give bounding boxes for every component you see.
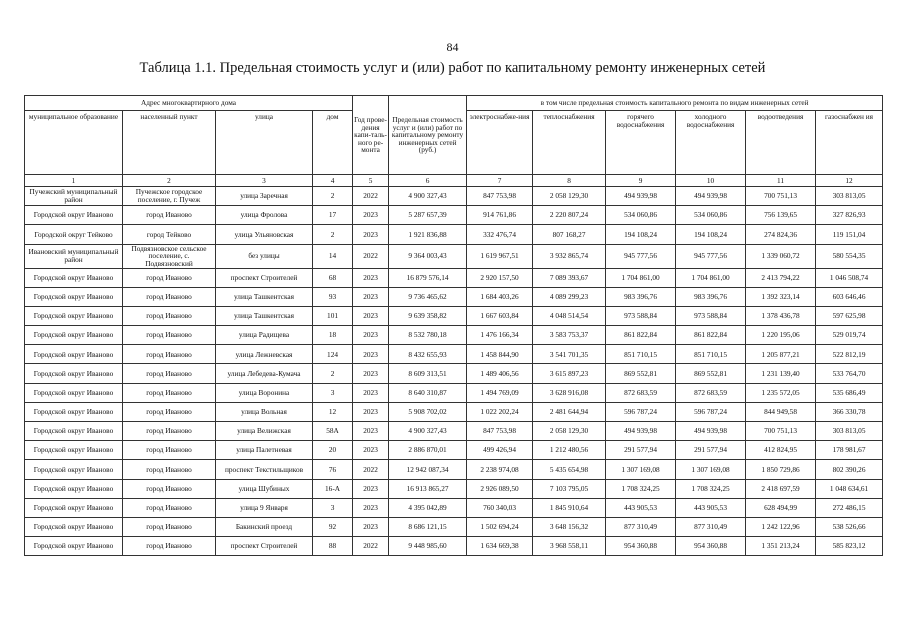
- settlement-cell: город Иваново: [123, 460, 216, 479]
- hot-water-cell: 194 108,24: [606, 225, 676, 244]
- drainage-cell: 1 850 729,86: [746, 460, 816, 479]
- total-cost-cell: 9 448 985,60: [389, 537, 467, 556]
- municipality-cell: Городской округ Иваново: [25, 517, 123, 536]
- heating-cell: 3 648 156,32: [533, 517, 606, 536]
- gas-cell: 597 625,98: [816, 306, 883, 325]
- total-cost-cell: 4 395 042,89: [389, 498, 467, 517]
- house-cell: 3: [313, 383, 353, 402]
- street-cell: улица Вольная: [216, 402, 313, 421]
- total-cost-cell: 8 432 655,93: [389, 345, 467, 364]
- settlement-cell: Пучежское городское поселение, г. Пучеж: [123, 187, 216, 206]
- electric-cell: 1 502 694,24: [467, 517, 533, 536]
- gas-cell: 603 646,46: [816, 287, 883, 306]
- street-cell: без улицы: [216, 244, 313, 268]
- municipality-cell: Городской округ Тейково: [25, 225, 123, 244]
- table-row: [25, 306, 883, 325]
- street-cell: проспект Строителей: [216, 537, 313, 556]
- municipality-cell: Городской округ Иваново: [25, 479, 123, 498]
- house-header: дом: [313, 111, 353, 175]
- gas-cell: 580 554,35: [816, 244, 883, 268]
- column-number: 11: [746, 175, 816, 187]
- by-type-group-header: в том числе предельная стоимость капитального ремонта по видам инженерных сетей: [467, 96, 883, 111]
- settlement-cell: город Иваново: [123, 537, 216, 556]
- electric-cell: 2 238 974,08: [467, 460, 533, 479]
- drainage-cell: 1 392 323,14: [746, 287, 816, 306]
- gas-cell: 533 764,70: [816, 364, 883, 383]
- gas-cell: 178 981,67: [816, 441, 883, 460]
- drainage-cell: 1 205 877,21: [746, 345, 816, 364]
- cold-water-cell: 851 710,15: [676, 345, 746, 364]
- house-cell: 2: [313, 187, 353, 206]
- table-row: [25, 517, 883, 536]
- heating-cell: 807 168,27: [533, 225, 606, 244]
- column-number: 8: [533, 175, 606, 187]
- electric-cell: 1 684 403,26: [467, 287, 533, 306]
- settlement-cell: город Иваново: [123, 326, 216, 345]
- settlement-cell: город Иваново: [123, 345, 216, 364]
- electric-cell: 499 426,94: [467, 441, 533, 460]
- year-cell: 2023: [353, 225, 389, 244]
- column-number: 1: [25, 175, 123, 187]
- cold-water-cell: 869 552,81: [676, 364, 746, 383]
- settlement-cell: город Иваново: [123, 479, 216, 498]
- gas-cell: 327 826,93: [816, 206, 883, 225]
- year-header: Год прове-дения капи-таль-ного ре-монта: [353, 96, 389, 175]
- cold-water-cell: 877 310,49: [676, 517, 746, 536]
- total-cost-cell: 9 736 465,62: [389, 287, 467, 306]
- heating-cell: 1 212 480,56: [533, 441, 606, 460]
- drainage-cell: 274 824,36: [746, 225, 816, 244]
- column-number: 5: [353, 175, 389, 187]
- hot-water-cell: 443 905,53: [606, 498, 676, 517]
- gas-cell: 366 330,78: [816, 402, 883, 421]
- drainage-cell: 412 824,95: [746, 441, 816, 460]
- street-cell: Бакинский проезд: [216, 517, 313, 536]
- year-cell: 2023: [353, 206, 389, 225]
- hot-water-cell: 869 552,81: [606, 364, 676, 383]
- drainage-cell: 1 231 139,40: [746, 364, 816, 383]
- column-number: 4: [313, 175, 353, 187]
- table-row: [25, 345, 883, 364]
- municipality-cell: Городской округ Иваново: [25, 364, 123, 383]
- settlement-header: населенный пункт: [123, 111, 216, 175]
- house-cell: 88: [313, 537, 353, 556]
- gas-cell: 538 526,66: [816, 517, 883, 536]
- year-cell: 2022: [353, 187, 389, 206]
- electric-cell: 1 022 202,24: [467, 402, 533, 421]
- electric-cell: 2 920 157,50: [467, 268, 533, 287]
- table-row: [25, 364, 883, 383]
- street-cell: улица Ульяновская: [216, 225, 313, 244]
- total-cost-cell: 8 532 780,18: [389, 326, 467, 345]
- cold-water-cell: 1 708 324,25: [676, 479, 746, 498]
- heating-cell: 3 583 753,37: [533, 326, 606, 345]
- cold-water-cell: 1 704 861,00: [676, 268, 746, 287]
- heating-cell: 3 615 897,23: [533, 364, 606, 383]
- street-cell: проспект Строителей: [216, 268, 313, 287]
- table-row: [25, 326, 883, 345]
- table-body: [25, 187, 883, 556]
- house-cell: 17: [313, 206, 353, 225]
- year-cell: 2023: [353, 268, 389, 287]
- street-cell: улица Лежневская: [216, 345, 313, 364]
- cold-water-cell: 494 939,98: [676, 422, 746, 441]
- year-cell: 2022: [353, 537, 389, 556]
- heating-cell: 2 220 807,24: [533, 206, 606, 225]
- table-row: [25, 287, 883, 306]
- year-cell: 2022: [353, 460, 389, 479]
- gas-cell: 522 812,19: [816, 345, 883, 364]
- year-cell: 2023: [353, 364, 389, 383]
- street-cell: улица Ташкентская: [216, 306, 313, 325]
- electric-cell: 914 761,86: [467, 206, 533, 225]
- cost-table: [24, 95, 883, 556]
- electric-cell: 1 634 669,38: [467, 537, 533, 556]
- cold-water-cell: 945 777,56: [676, 244, 746, 268]
- cold-water-cell: 973 588,84: [676, 306, 746, 325]
- cold-water-header: холодного водоснабжения: [676, 111, 746, 175]
- municipality-cell: Городской округ Иваново: [25, 402, 123, 421]
- street-cell: проспект Текстильщиков: [216, 460, 313, 479]
- year-cell: 2022: [353, 244, 389, 268]
- total-cost-cell: 16 913 865,27: [389, 479, 467, 498]
- table-row: [25, 206, 883, 225]
- drainage-cell: 1 220 195,06: [746, 326, 816, 345]
- drainage-cell: 1 339 060,72: [746, 244, 816, 268]
- heating-cell: 2 058 129,30: [533, 187, 606, 206]
- year-cell: 2023: [353, 402, 389, 421]
- total-cost-cell: 8 686 121,15: [389, 517, 467, 536]
- house-cell: 76: [313, 460, 353, 479]
- municipality-cell: Городской округ Иваново: [25, 460, 123, 479]
- hot-water-cell: 877 310,49: [606, 517, 676, 536]
- house-cell: 2: [313, 225, 353, 244]
- municipality-cell: Городской округ Иваново: [25, 537, 123, 556]
- street-cell: улица Лебедева-Кумача: [216, 364, 313, 383]
- column-number: 7: [467, 175, 533, 187]
- electric-cell: 1 619 967,51: [467, 244, 533, 268]
- total-cost-cell: 8 640 310,87: [389, 383, 467, 402]
- street-cell: улица Заречная: [216, 187, 313, 206]
- drainage-cell: 1 235 572,05: [746, 383, 816, 402]
- house-cell: 14: [313, 244, 353, 268]
- house-cell: 124: [313, 345, 353, 364]
- year-cell: 2023: [353, 306, 389, 325]
- street-cell: улица Радищева: [216, 326, 313, 345]
- electric-cell: 1 458 844,90: [467, 345, 533, 364]
- house-cell: 93: [313, 287, 353, 306]
- page-number: 84: [446, 40, 459, 54]
- heating-cell: 2 058 129,30: [533, 422, 606, 441]
- settlement-cell: город Иваново: [123, 206, 216, 225]
- settlement-cell: город Иваново: [123, 422, 216, 441]
- cold-water-cell: 954 360,88: [676, 537, 746, 556]
- street-cell: улица Воронина: [216, 383, 313, 402]
- drainage-cell: 844 949,58: [746, 402, 816, 421]
- drainage-cell: 1 351 213,24: [746, 537, 816, 556]
- electric-cell: 847 753,98: [467, 187, 533, 206]
- table-row: [25, 383, 883, 402]
- cold-water-cell: 534 060,86: [676, 206, 746, 225]
- hot-water-cell: 291 577,94: [606, 441, 676, 460]
- street-cell: улица Фролова: [216, 206, 313, 225]
- settlement-cell: город Иваново: [123, 441, 216, 460]
- total-cost-cell: 9 364 003,43: [389, 244, 467, 268]
- municipality-cell: Городской округ Иваново: [25, 306, 123, 325]
- column-number-row: [25, 175, 883, 187]
- drainage-cell: 756 139,65: [746, 206, 816, 225]
- settlement-cell: город Иваново: [123, 287, 216, 306]
- hot-water-cell: 494 939,98: [606, 187, 676, 206]
- total-cost-header: Предельная стоимость услуг и (или) работ по капитальному ремонту инженерных сетей (руб.): [389, 96, 467, 175]
- house-cell: 2: [313, 364, 353, 383]
- house-cell: 20: [313, 441, 353, 460]
- year-cell: 2023: [353, 326, 389, 345]
- electric-cell: 847 753,98: [467, 422, 533, 441]
- street-cell: улица Ташкентская: [216, 287, 313, 306]
- municipality-cell: Городской округ Иваново: [25, 498, 123, 517]
- municipality-cell: Городской округ Иваново: [25, 441, 123, 460]
- gas-header: газоснабжен ия: [816, 111, 883, 175]
- cold-water-cell: 872 683,59: [676, 383, 746, 402]
- gas-cell: 272 486,15: [816, 498, 883, 517]
- settlement-cell: город Иваново: [123, 306, 216, 325]
- total-cost-cell: 16 879 576,14: [389, 268, 467, 287]
- total-cost-cell: 12 942 087,34: [389, 460, 467, 479]
- house-cell: 16-А: [313, 479, 353, 498]
- total-cost-cell: 4 900 327,43: [389, 422, 467, 441]
- drainage-header: водоотведения: [746, 111, 816, 175]
- table-title: Таблица 1.1. Предельная стоимость услуг и (или) работ по капитальному ремонту инженерных сетей: [139, 60, 766, 76]
- drainage-cell: 700 751,13: [746, 187, 816, 206]
- gas-cell: 303 813,05: [816, 422, 883, 441]
- total-cost-cell: 8 609 313,51: [389, 364, 467, 383]
- table-row: [25, 244, 883, 268]
- municipality-cell: Городской округ Иваново: [25, 345, 123, 364]
- electric-cell: 332 476,74: [467, 225, 533, 244]
- table-row: [25, 441, 883, 460]
- cold-water-cell: 494 939,98: [676, 187, 746, 206]
- cold-water-cell: 1 307 169,08: [676, 460, 746, 479]
- municipality-cell: Городской округ Иваново: [25, 268, 123, 287]
- heating-cell: 3 628 916,08: [533, 383, 606, 402]
- heating-cell: 5 435 654,98: [533, 460, 606, 479]
- cold-water-cell: 983 396,76: [676, 287, 746, 306]
- total-cost-cell: 5 908 702,02: [389, 402, 467, 421]
- settlement-cell: город Тейково: [123, 225, 216, 244]
- table-row: [25, 498, 883, 517]
- table-row: [25, 479, 883, 498]
- gas-cell: 119 151,04: [816, 225, 883, 244]
- hot-water-cell: 983 396,76: [606, 287, 676, 306]
- hot-water-cell: 534 060,86: [606, 206, 676, 225]
- table-row: [25, 422, 883, 441]
- heating-cell: 4 048 514,54: [533, 306, 606, 325]
- street-cell: улица Палетневая: [216, 441, 313, 460]
- hot-water-cell: 954 360,88: [606, 537, 676, 556]
- heating-cell: 3 932 865,74: [533, 244, 606, 268]
- heating-header: теплоснабжения: [533, 111, 606, 175]
- cold-water-cell: 291 577,94: [676, 441, 746, 460]
- hot-water-header: горячего водоснабжения: [606, 111, 676, 175]
- hot-water-cell: 945 777,56: [606, 244, 676, 268]
- drainage-cell: 1 242 122,96: [746, 517, 816, 536]
- gas-cell: 1 046 508,74: [816, 268, 883, 287]
- total-cost-cell: 4 900 327,43: [389, 187, 467, 206]
- hot-water-cell: 1 704 861,00: [606, 268, 676, 287]
- street-cell: улица Шубиных: [216, 479, 313, 498]
- street-cell: улица Велижская: [216, 422, 313, 441]
- municipality-cell: Ивановский муниципальный район: [25, 244, 123, 268]
- municipality-cell: Городской округ Иваново: [25, 383, 123, 402]
- electric-cell: 1 667 603,84: [467, 306, 533, 325]
- gas-cell: 802 390,26: [816, 460, 883, 479]
- column-number: 9: [606, 175, 676, 187]
- drainage-cell: 700 751,13: [746, 422, 816, 441]
- settlement-cell: город Иваново: [123, 402, 216, 421]
- total-cost-cell: 9 639 358,82: [389, 306, 467, 325]
- heating-cell: 7 103 795,05: [533, 479, 606, 498]
- gas-cell: 303 813,05: [816, 187, 883, 206]
- gas-cell: 585 823,12: [816, 537, 883, 556]
- street-header: улица: [216, 111, 313, 175]
- municipality-cell: Городской округ Иваново: [25, 206, 123, 225]
- heating-cell: 4 089 299,23: [533, 287, 606, 306]
- total-cost-cell: 1 921 836,88: [389, 225, 467, 244]
- drainage-cell: 628 494,99: [746, 498, 816, 517]
- address-group-header: Адрес многоквартирного дома: [25, 96, 353, 111]
- cold-water-cell: 194 108,24: [676, 225, 746, 244]
- gas-cell: 529 019,74: [816, 326, 883, 345]
- electric-cell: 1 489 406,56: [467, 364, 533, 383]
- electric-cell: 760 340,03: [467, 498, 533, 517]
- heating-cell: 7 089 393,67: [533, 268, 606, 287]
- heating-cell: 3 541 701,35: [533, 345, 606, 364]
- hot-water-cell: 494 939,98: [606, 422, 676, 441]
- house-cell: 68: [313, 268, 353, 287]
- hot-water-cell: 973 588,84: [606, 306, 676, 325]
- electric-cell: 1 494 769,09: [467, 383, 533, 402]
- year-cell: 2023: [353, 498, 389, 517]
- heating-cell: 2 481 644,94: [533, 402, 606, 421]
- year-cell: 2023: [353, 441, 389, 460]
- year-cell: 2023: [353, 422, 389, 441]
- electric-cell: 1 476 166,34: [467, 326, 533, 345]
- column-number: 12: [816, 175, 883, 187]
- hot-water-cell: 872 683,59: [606, 383, 676, 402]
- house-cell: 3: [313, 498, 353, 517]
- year-cell: 2023: [353, 479, 389, 498]
- total-cost-cell: 5 287 657,39: [389, 206, 467, 225]
- column-number: 10: [676, 175, 746, 187]
- table-row: [25, 187, 883, 206]
- hot-water-cell: 596 787,24: [606, 402, 676, 421]
- table-row: [25, 402, 883, 421]
- year-cell: 2023: [353, 383, 389, 402]
- house-cell: 58А: [313, 422, 353, 441]
- total-cost-cell: 2 886 870,01: [389, 441, 467, 460]
- drainage-cell: 1 378 436,78: [746, 306, 816, 325]
- hot-water-cell: 1 708 324,25: [606, 479, 676, 498]
- cold-water-cell: 443 905,53: [676, 498, 746, 517]
- settlement-cell: Подвязновское сельское поселение, с. Подвязновский: [123, 244, 216, 268]
- column-number: 3: [216, 175, 313, 187]
- street-cell: улица 9 Января: [216, 498, 313, 517]
- municipality-cell: Городской округ Иваново: [25, 422, 123, 441]
- drainage-cell: 2 413 794,22: [746, 268, 816, 287]
- year-cell: 2023: [353, 517, 389, 536]
- house-cell: 18: [313, 326, 353, 345]
- settlement-cell: город Иваново: [123, 364, 216, 383]
- drainage-cell: 2 418 697,59: [746, 479, 816, 498]
- house-cell: 12: [313, 402, 353, 421]
- hot-water-cell: 851 710,15: [606, 345, 676, 364]
- settlement-cell: город Иваново: [123, 498, 216, 517]
- cold-water-cell: 861 822,84: [676, 326, 746, 345]
- settlement-cell: город Иваново: [123, 268, 216, 287]
- table-row: [25, 460, 883, 479]
- house-cell: 92: [313, 517, 353, 536]
- column-number: 6: [389, 175, 467, 187]
- table-row: [25, 225, 883, 244]
- settlement-cell: город Иваново: [123, 517, 216, 536]
- municipality-cell: Пучежский муниципальный район: [25, 187, 123, 206]
- table-row: [25, 268, 883, 287]
- municipality-cell: Городской округ Иваново: [25, 287, 123, 306]
- electric-header: электроснабже-ния: [467, 111, 533, 175]
- gas-cell: 1 048 634,61: [816, 479, 883, 498]
- hot-water-cell: 861 822,84: [606, 326, 676, 345]
- electric-cell: 2 926 089,50: [467, 479, 533, 498]
- cold-water-cell: 596 787,24: [676, 402, 746, 421]
- gas-cell: 535 686,49: [816, 383, 883, 402]
- municipality-header: муниципальное образование: [25, 111, 123, 175]
- table-row: [25, 537, 883, 556]
- column-number: 2: [123, 175, 216, 187]
- year-cell: 2023: [353, 345, 389, 364]
- municipality-cell: Городской округ Иваново: [25, 326, 123, 345]
- heating-cell: 3 968 558,11: [533, 537, 606, 556]
- year-cell: 2023: [353, 287, 389, 306]
- heating-cell: 1 845 910,64: [533, 498, 606, 517]
- settlement-cell: город Иваново: [123, 383, 216, 402]
- hot-water-cell: 1 307 169,08: [606, 460, 676, 479]
- house-cell: 101: [313, 306, 353, 325]
